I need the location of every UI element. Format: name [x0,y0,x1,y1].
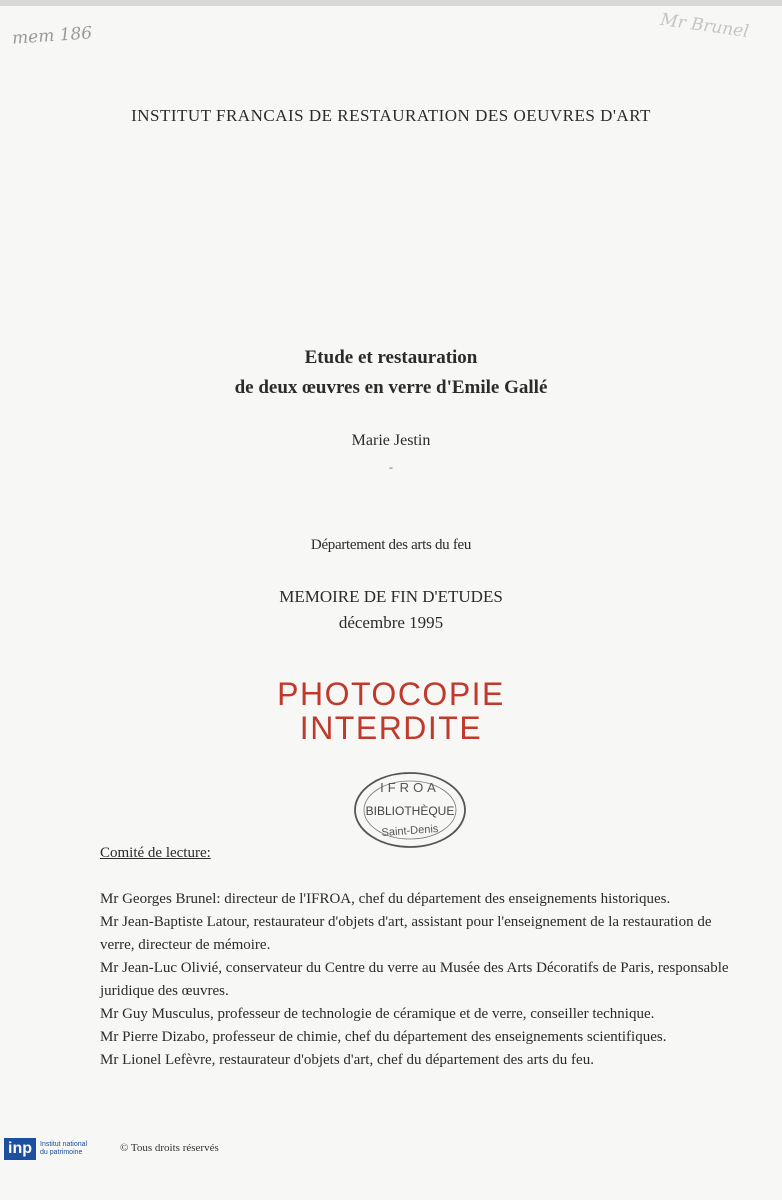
committee-heading: Comité de lecture: [100,845,211,861]
handwritten-name: Mr Brunel [659,9,750,43]
inp-logo-mark: inp [4,1138,36,1160]
memoire-label: MEMOIRE DE FIN D'ETUDES [279,587,503,606]
committee-members [100,888,740,1072]
memoire-date: décembre 1995 [338,613,444,632]
scan-edge [0,0,782,6]
title-line-2: de deux œuvres en verre d'Emile Gallé [234,377,548,398]
committee-member: Mr Jean-Luc Olivié, conservateur du Centre du verre au Musée des Arts Décoratifs de Paris, responsable juridique des œuvres. [100,960,729,999]
seal-middle-text: BIBLIOTHÈQUE [365,804,455,818]
author-name: Marie Jestin [351,432,431,449]
committee-member: Mr Jean-Baptiste Latour, restaurateur d'objets d'art, assistant pour l'enseignement de la restauration de verre, directeur de mémoire. [100,914,712,953]
committee-member: Mr Guy Musculus, professeur de technologie de céramique et de verre, conseiller technique. [100,1006,655,1022]
inp-logo-line-1: Institut national [40,1141,88,1148]
committee-member: Mr Lionel Lefèvre, restaurateur d'objets d'art, chef du département des arts du feu. [100,1052,594,1068]
library-seal [352,770,468,850]
stamp-line-1: PHOTOCOPIE [277,676,505,712]
department-name: Département des arts du feu [310,537,472,553]
seal-top-text: IFROA [380,780,440,795]
seal-bottom-text: Saint-Denis [381,823,439,839]
handwritten-reference: mem 186 [11,23,93,49]
title-line-1: Etude et restauration [304,347,478,368]
committee-member: Mr Pierre Dizabo, professeur de chimie, chef du département des enseignements scientifiques. [100,1029,667,1045]
committee-member: Mr Georges Brunel: directeur de l'IFROA, chef du département des enseignements historiques. [100,891,671,907]
copyright-notice: © Tous droits réservés [120,1142,219,1154]
institute-name: INSTITUT FRANCAIS DE RESTAURATION DES OEUVRES D'ART [131,106,651,125]
inp-logo-text [40,1141,87,1157]
inp-logo [4,1137,87,1161]
inp-logo-line-2: du patrimoine [40,1149,83,1156]
stamp-line-2: INTERDITE [299,710,483,746]
author-dash: - [389,460,393,474]
